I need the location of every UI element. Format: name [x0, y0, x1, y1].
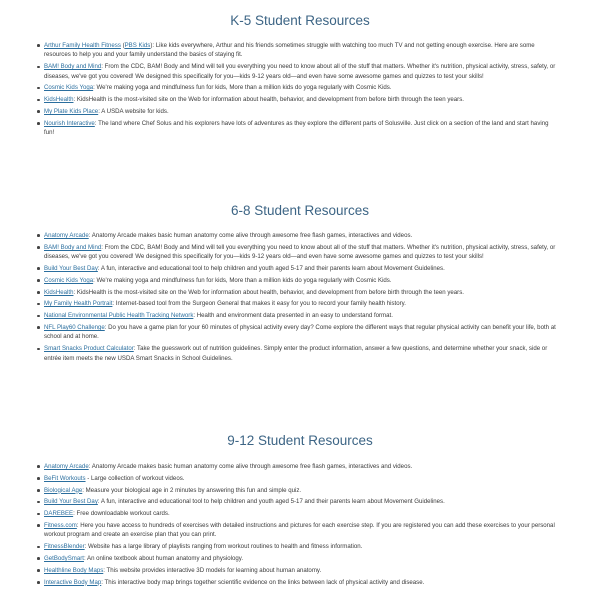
list-item: KidsHealth: KidsHealth is the most-visited site on the Web for information about health, behavior, and development from before birth through the teen years. [44, 95, 600, 104]
resource-link[interactable]: KidsHealth [44, 288, 74, 296]
section-heading: 9-12 Student Resources [227, 433, 373, 448]
list-item: Cosmic Kids Yoga: We're making yoga and mindfulness fun for kids, More than a million kids do yoga regularly with Cosmic Kids. [44, 83, 600, 92]
resource-link[interactable]: PBS Kids [124, 42, 151, 49]
list-item: Anatomy Arcade: Anatomy Arcade makes basic human anatomy come alive through awesome free flash games, interactives and videos. [44, 231, 600, 240]
resource-link[interactable]: Cosmic Kids Yoga [44, 276, 94, 284]
list-item: NFL Play60 Challenge: Do you have a game plan for your 60 minutes of physical activity every day? Come explore the different ways that regular physical activity can benefit your life, both at school and at home. [44, 323, 600, 342]
list-item: GetBodySmart: An online textbook about human anatomy and physiology. [44, 554, 600, 563]
resource-link[interactable]: BeFit Workouts [44, 474, 86, 482]
list-item: Build Your Best Day: A fun, interactive and educational tool to help children and youth aged 5-17 and their parents learn about Movement Guidelines. [44, 264, 600, 273]
list-item: BAM! Body and Mind: From the CDC, BAM! Body and Mind will tell you everything you need to know about all of the stuff that matters. Whether it's nutrition, physical activity, stress, safety, or diseases, we've got you covered! We designed this specifically for you—kids 9-12 years old—and even have some awesome games and quizzes to test your skills! [44, 62, 600, 81]
list-item: Biological Age: Measure your biological age in 2 minutes by answering this fun and simple quiz. [44, 486, 600, 495]
list-item: Healthline Body Maps: This website provides interactive 3D models for learning about human anatomy. [44, 566, 600, 575]
list-item: Cosmic Kids Yoga: We're making yoga and mindfulness fun for kids, More than a million kids do yoga regularly with Cosmic Kids. [44, 276, 600, 285]
section-k5 [0, 12, 600, 140]
list-item: FitnessBlender: Website has a large library of playlists ranging from workout routines to health and fitness information. [44, 542, 600, 551]
list-item: Anatomy Arcade: Anatomy Arcade makes basic human anatomy come alive through awesome free flash games, interactives and videos. [44, 462, 600, 471]
resource-link[interactable]: Anatomy Arcade [44, 232, 89, 239]
list-item: Interactive Body Map: This interactive body map brings together scientific evidence on the links between lack of physical activity and disease. [44, 578, 600, 587]
list-item: Arthur Family Health Fitness (PBS Kids): Like kids everywhere, Arthur and his friends sometimes struggle with watching too much TV and not getting enough exercise. Here are some resources to help you and your family understand the basics of staying fit. [44, 41, 600, 60]
section-heading: 6-8 Student Resources [230, 203, 370, 218]
resource-link[interactable]: FitnessBlender [44, 543, 85, 551]
list-item: My Plate Kids Place: A USDA website for kids. [44, 107, 600, 116]
resource-link[interactable]: BAM! Body and Mind [44, 63, 102, 71]
list-item: Smart Snacks Product Calculator: Take the guesswork out of nutrition guidelines. Simply enter the product information, answer a few questions, and determine whether your snack, side or entrée item meets the new USDA Smart Snacks in School Guidelines. [44, 344, 600, 363]
resource-link[interactable]: Build Your Best Day [44, 498, 98, 506]
resource-list [0, 231, 600, 363]
resource-link[interactable]: Healthline Body Maps [44, 566, 104, 574]
resource-list [0, 41, 600, 138]
resource-link[interactable]: My Family Health Portrait [44, 300, 113, 308]
list-item: BeFit Workouts - Large collection of workout videos. [44, 474, 600, 483]
list-item: Build Your Best Day: A fun, interactive and educational tool to help children and youth aged 5-17 and their parents learn about Movement Guidelines. [44, 497, 600, 506]
resource-link[interactable]: Arthur Family Health Fitness [44, 42, 121, 49]
resource-link[interactable]: Nourish Interactive [44, 119, 95, 127]
resource-link[interactable]: National Environmental Public Health Tracking Network [44, 312, 194, 320]
section-9-12 [0, 432, 600, 589]
resource-link[interactable]: Interactive Body Map [44, 578, 102, 586]
resource-link[interactable]: Smart Snacks Product Calculator [44, 345, 134, 353]
list-item: BAM! Body and Mind: From the CDC, BAM! Body and Mind will tell you everything you need to know about all of the stuff that matters. Whether it's nutrition, physical activity, stress, safety, or diseases, we've got you covered! We designed this specifically for you—kids 9-12 years old—and even have some awesome games and quizzes to test your skills! [44, 243, 600, 262]
list-item: My Family Health Portrait: Internet-based tool from the Surgeon General that makes it easy for you to record your family health history. [44, 299, 600, 308]
resource-link[interactable]: NFL Play60 Challenge [44, 323, 105, 331]
resource-link[interactable]: Build Your Best Day [44, 265, 98, 272]
resource-link[interactable]: Anatomy Arcade [44, 463, 89, 470]
resource-link[interactable]: Fitness.com [44, 521, 77, 529]
resource-link[interactable]: GetBodySmart [44, 554, 84, 562]
section-6-8 [0, 202, 600, 365]
resource-link[interactable]: Biological Age [44, 486, 83, 494]
resource-link[interactable]: DAREBEE [44, 510, 74, 518]
list-item: KidsHealth: KidsHealth is the most-visited site on the Web for information about health, behavior, and development from before birth through the teen years. [44, 288, 600, 297]
resource-list [0, 462, 600, 587]
list-item: Nourish Interactive: The land where Chef Solus and his explorers have lots of adventures as they explore the different parts of Solusville. Just click on a section of the land and start having fun! [44, 119, 600, 138]
list-item: Fitness.com: Here you have access to hundreds of exercises with detailed instructions and pictures for each exercise step. If you are registered you can add these exercises to your personal workout program and create an exercise plan that you can print. [44, 521, 600, 540]
resource-link[interactable]: BAM! Body and Mind [44, 243, 102, 251]
resource-link[interactable]: KidsHealth [44, 96, 74, 104]
list-item: DAREBEE: Free downloadable workout cards. [44, 509, 600, 518]
resource-link[interactable]: My Plate Kids Place [44, 108, 99, 115]
list-item: National Environmental Public Health Tracking Network: Health and environment data presented in an easy to understand format. [44, 311, 600, 320]
resource-link[interactable]: Cosmic Kids Yoga [44, 84, 94, 92]
section-heading: K-5 Student Resources [230, 13, 370, 28]
